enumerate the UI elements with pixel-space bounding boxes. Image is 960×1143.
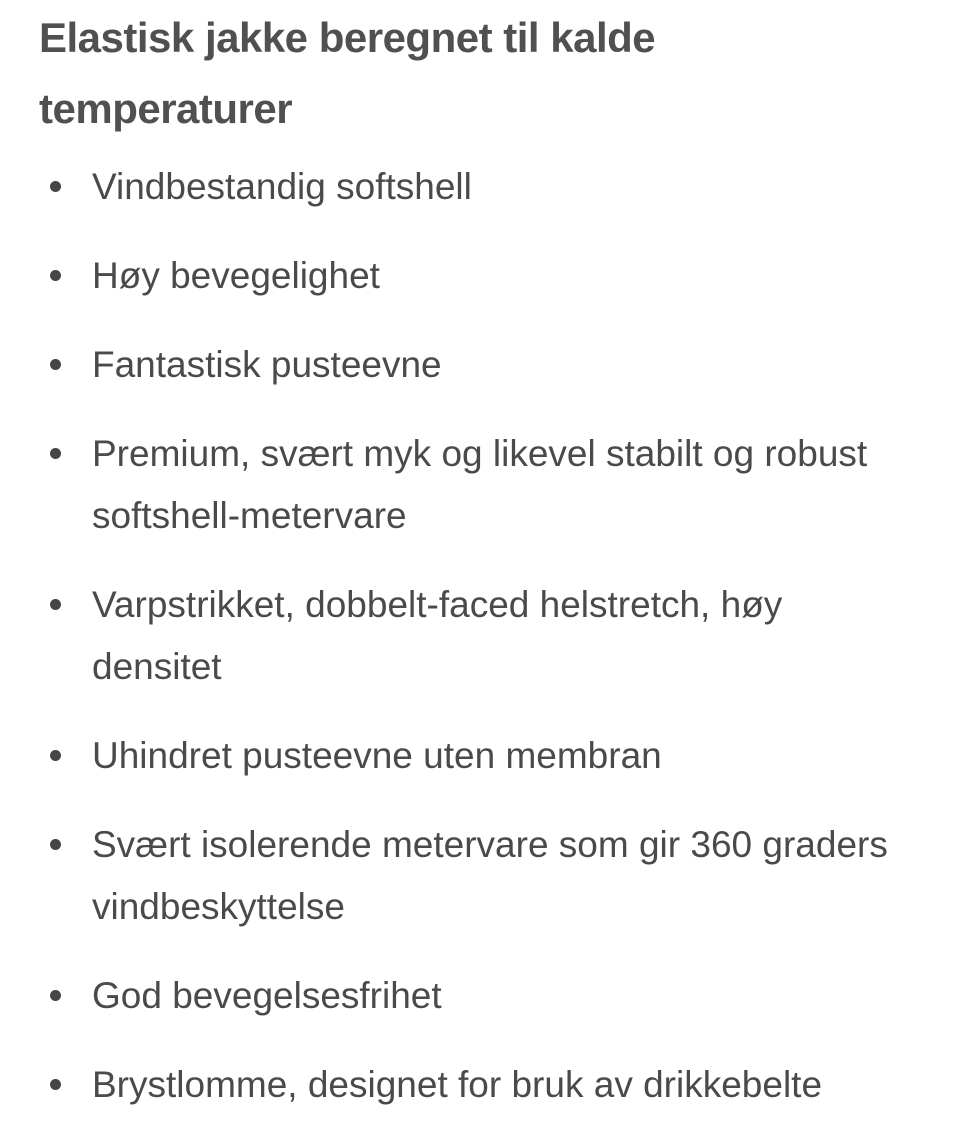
feature-item xyxy=(39,245,919,307)
feature-text: God bevegelsesfrihet xyxy=(92,975,442,1016)
feature-item xyxy=(39,725,919,787)
feature-item xyxy=(39,334,919,396)
feature-text: Premium, svært myk og likevel stabilt og robust softshell-metervare xyxy=(92,433,868,536)
feature-item xyxy=(39,156,919,218)
bullet-icon xyxy=(50,599,61,610)
feature-item xyxy=(39,814,919,938)
feature-text: Fantastisk pusteevne xyxy=(92,344,442,385)
bullet-icon xyxy=(50,750,61,761)
bullet-icon xyxy=(50,181,61,192)
feature-text: Vindbestandig softshell xyxy=(92,166,472,207)
feature-text: Uhindret pusteevne uten membran xyxy=(92,735,662,776)
feature-text: Høy bevegelighet xyxy=(92,255,380,296)
product-heading: Elastisk jakke beregnet til kalde temperaturer xyxy=(39,14,656,132)
bullet-icon xyxy=(50,359,61,370)
bullet-icon xyxy=(50,990,61,1001)
bullet-icon xyxy=(50,1079,61,1090)
feature-text: Svært isolerende metervare som gir 360 graders vindbeskyttelse xyxy=(92,824,888,927)
feature-item xyxy=(39,965,919,1027)
feature-item xyxy=(39,1054,919,1116)
feature-item xyxy=(39,423,919,547)
feature-list xyxy=(39,156,919,1143)
bullet-icon xyxy=(50,839,61,850)
bullet-icon xyxy=(50,448,61,459)
bullet-icon xyxy=(50,270,61,281)
product-description xyxy=(39,0,929,1105)
feature-text: Varpstrikket, dobbelt-faced helstretch, høy densitet xyxy=(92,584,783,687)
feature-item xyxy=(39,574,919,698)
feature-text: Brystlomme, designet for bruk av drikkebelte xyxy=(92,1064,823,1105)
